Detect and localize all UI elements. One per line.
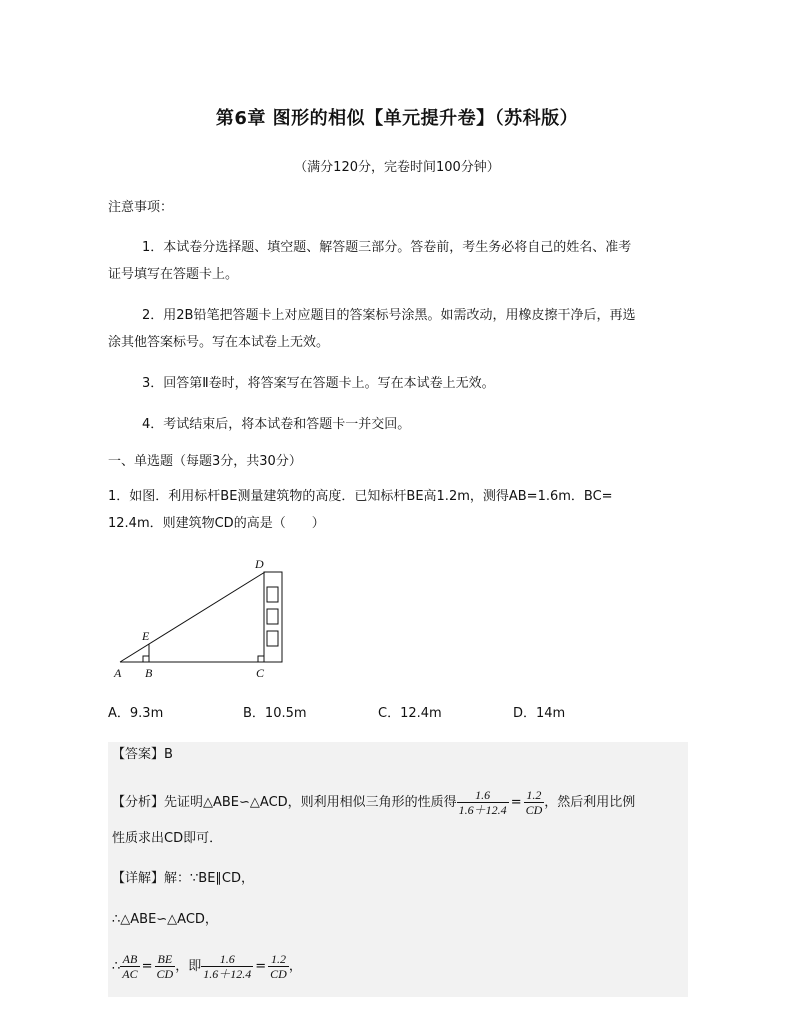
t2-frac3-num: 1.6 <box>201 952 253 967</box>
geometry-figure <box>105 552 295 682</box>
t2-fraction-3 <box>201 952 253 981</box>
analysis-frac1-num: 1.6 <box>457 788 509 803</box>
detail-line: 【详解】解：∵BE∥CD， <box>112 871 254 886</box>
t2-fraction-1 <box>120 952 139 981</box>
therefore-line-2 <box>112 952 302 981</box>
therefore2-prefix: ∴ <box>112 958 121 974</box>
label-e: E <box>142 629 150 643</box>
analysis-frac2-den: CD <box>525 803 543 817</box>
section-heading: 一、单选题（每题3分，共30分） <box>108 454 302 469</box>
label-b: B <box>145 666 153 680</box>
hypotenuse-line <box>120 572 265 662</box>
option-a: A．9.3m <box>108 706 164 721</box>
analysis-fraction-1 <box>457 788 509 817</box>
analysis-line2: 性质求出CD即可． <box>112 831 223 846</box>
t2-fraction-2 <box>155 952 176 981</box>
t2-equals-1: = <box>141 958 153 974</box>
right-angle-b <box>143 656 149 662</box>
t2-mid: ，即 <box>175 958 202 974</box>
t2-frac3-den: 1.6＋12.4 <box>203 967 252 981</box>
analysis-frac2-num: 1.2 <box>524 788 545 803</box>
right-angle-c <box>258 656 264 662</box>
notice-3: 3．回答第Ⅱ卷时，将答案写在答题卡上。写在本试卷上无效。 <box>142 376 495 391</box>
notice-2-line1: 2．用2B铅笔把答题卡上对应题目的答案标号涂黑。如需改动，用橡皮擦干净后，再选 <box>142 308 636 323</box>
notice-1-line2: 证号填写在答题卡上。 <box>108 267 239 282</box>
t2-frac2-num: BE <box>155 952 176 967</box>
t2-equals-2: = <box>255 958 267 974</box>
analysis-fraction-2 <box>524 788 545 817</box>
question-1-line1: 1．如图．利用标杆BE测量建筑物的高度．已知标杆BE高1.2m，测得AB=1.6m．BC= <box>108 489 613 504</box>
window-2 <box>267 609 278 624</box>
t2-frac2-den: CD <box>156 967 174 981</box>
therefore-line-1: ∴△ABE∽△ACD， <box>112 912 218 927</box>
analysis-suffix: ，然后利用比例 <box>544 794 636 810</box>
t2-frac4-den: CD <box>270 967 287 981</box>
t2-frac4-num: 1.2 <box>268 952 289 967</box>
notice-heading: 注意事项： <box>108 200 174 215</box>
t2-frac1-den: AC <box>122 967 138 981</box>
notice-4: 4．考试结束后，将本试卷和答题卡一并交回。 <box>142 417 411 432</box>
t2-fraction-4 <box>268 952 289 981</box>
page-title: 第6章 图形的相似【单元提升卷】（苏科版） <box>215 108 579 129</box>
t2-end: ， <box>288 958 302 974</box>
analysis-prefix: 【分析】先证明△ABE∽△ACD，则利用相似三角形的性质得 <box>112 794 457 810</box>
label-c: C <box>256 666 265 680</box>
option-c: C．12.4m <box>378 706 442 721</box>
answer-line: 【答案】B <box>112 747 173 762</box>
notice-1-line1: 1．本试卷分选择题、填空题、解答题三部分。答卷前，考生务必将自己的姓名、准考 <box>142 240 632 255</box>
notice-2-line2: 涂其他答案标号。写在本试卷上无效。 <box>108 335 330 350</box>
label-a: A <box>114 666 122 680</box>
analysis-equals: = <box>510 794 522 810</box>
analysis-frac1-den: 1.6＋12.4 <box>458 803 507 817</box>
label-d: D <box>255 557 264 571</box>
option-b: B．10.5m <box>243 706 307 721</box>
option-d: D．14m <box>513 706 566 721</box>
t2-frac1-num: AB <box>120 952 139 967</box>
page-subtitle: （满分120分，完卷时间100分钟） <box>294 160 500 175</box>
analysis-line <box>112 788 635 817</box>
question-1-line2: 12.4m．则建筑物CD的高是（ ） <box>108 516 325 531</box>
window-3 <box>267 631 278 646</box>
window-1 <box>267 587 278 602</box>
